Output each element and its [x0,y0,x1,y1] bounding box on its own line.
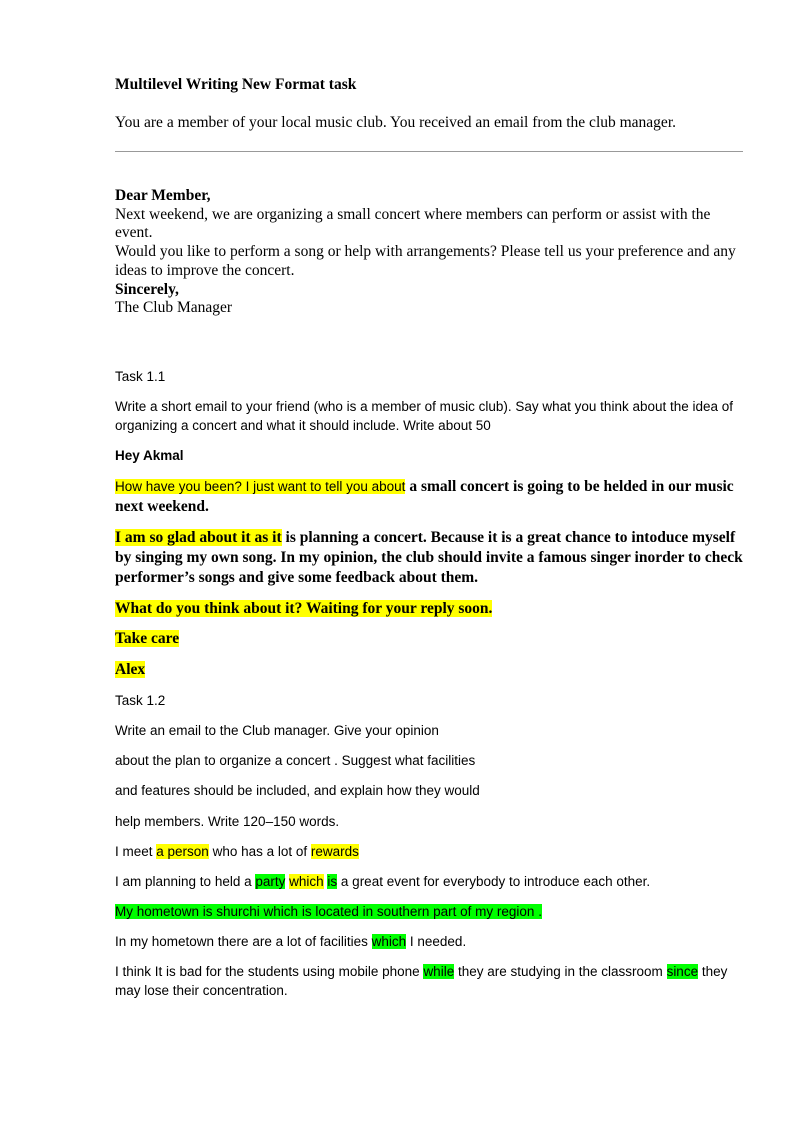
highlighted-phrase: I am so glad about it as it [115,529,282,546]
highlighted-word: while [423,964,455,979]
sentence-text: who has a lot of [208,844,311,859]
highlighted-word: which [289,874,324,889]
sentence-text: I am planning to held a [115,874,256,889]
email-closing [115,629,745,649]
sentence-text: I needed. [406,934,467,949]
highlighted-phrase: Alex [115,661,146,678]
horizontal-divider [115,151,743,152]
highlighted-word: party [255,874,286,889]
letter-greeting: Dear Member, [115,187,211,204]
letter-paragraph-2: Would you like to perform a song or help with arrangements? Please tell us your preference and any ideas to improve the concert. [115,243,736,279]
highlighted-phrase: a person [156,844,209,859]
sentence-text: In my hometown there are a lot of facilities [115,934,372,949]
task-1-1-prompt: Write a short email to your friend (who is a member of music club). Say what you think about the idea of organizing a concert and what it should include. Write about 50 [115,399,734,433]
task-1-1-heading: Task 1.1 [115,369,166,384]
email-greeting: Hey Akmal [115,448,184,463]
highlighted-word: which [371,934,407,949]
example-sentence-2 [115,872,745,891]
email-paragraph-1-text: a small concert is going to be helded in our music next weekend. [115,478,734,515]
document-title: Multilevel Writing New Format task [115,76,357,93]
sentence-text: a great event for everybody to introduce each other. [337,874,651,889]
sentence-text: they are studying in the classroom [454,964,667,979]
example-sentence-3 [115,902,745,921]
highlighted-phrase: How have you been? I just want to tell you about [115,479,406,494]
highlighted-phrase: What do you think about it? Waiting for your reply soon. [115,600,493,617]
example-sentence-4 [115,932,745,951]
email-paragraph-3 [115,599,745,619]
letter-signoff: Sincerely, [115,280,179,298]
email-paragraph-2-text: is planning a concert. Because it is a great chance to intoduce myself by singing my own song. In my opinion, the club should invite a famous singer inorder to check performer’s songs and give some feedback about them. [115,529,743,586]
highlighted-phrase: Take care [115,630,180,647]
task-1-2-prompt-line-3: and features should be included, and explain how they would [115,783,480,798]
sentence-text: I meet [115,844,157,859]
letter-paragraph-1: Next weekend, we are organizing a small concert where members can perform or assist with the event. [115,205,711,242]
highlighted-phrase: rewards [310,844,359,859]
email-signature-name [115,660,745,680]
highlighted-sentence: My hometown is shurchi which is located in southern part of my region . [115,904,542,919]
task-intro: You are a member of your local music club. You received an email from the club manager. [115,114,676,131]
task-1-2-prompt-line-1: Write an email to the Club manager. Give your opinion [115,723,439,738]
task-1-2-heading: Task 1.2 [115,693,166,708]
sentence-text: they may lose their concentration. [115,964,728,998]
email-paragraph-1 [115,477,745,517]
highlighted-word: since [666,964,699,979]
highlighted-word: is [327,874,338,889]
task-1-2-prompt-line-4: help members. Write 120–150 words. [115,814,340,829]
task-1-2-prompt-line-2: about the plan to organize a concert . Suggest what facilities [115,753,476,768]
sentence-text: I think It is bad for the students using mobile phone [115,964,424,979]
letter-signature: The Club Manager [115,299,233,317]
example-sentence-5 [115,962,745,1000]
example-sentence-1 [115,842,745,861]
manager-letter [115,187,745,318]
email-paragraph-2 [115,528,745,588]
